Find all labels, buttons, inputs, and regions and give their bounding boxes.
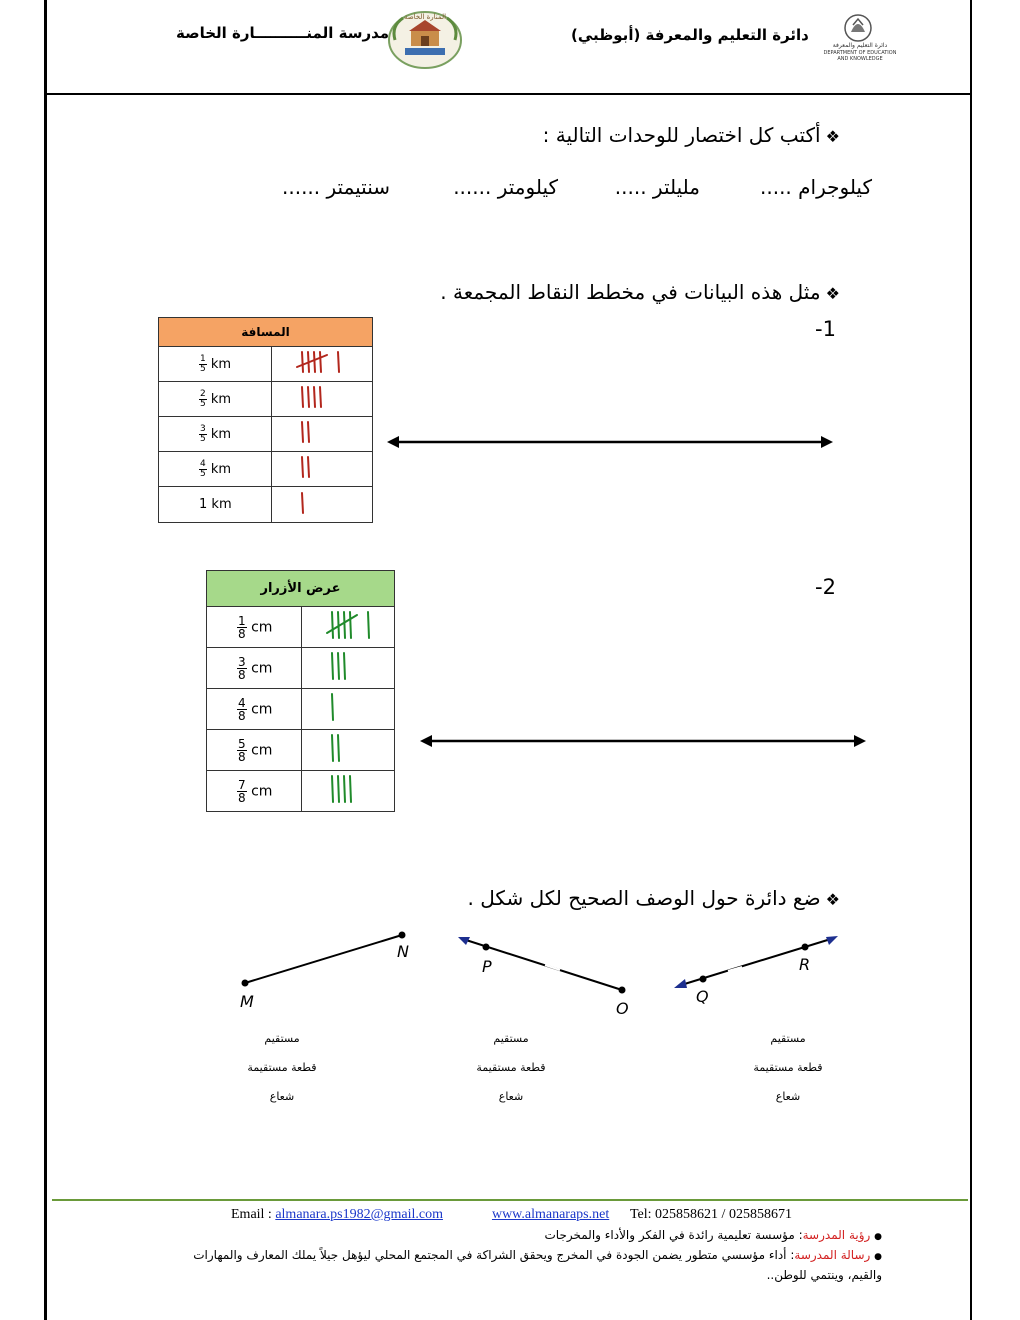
tally-stroke [344, 776, 345, 802]
unit-centimeter: سنتيمتر ...... [282, 175, 390, 199]
vision-label: رؤية المدرسة [802, 1228, 871, 1242]
diamond-bullet-icon: ❖ [825, 127, 840, 146]
tally-stroke [314, 352, 315, 372]
tally-stroke [308, 422, 309, 442]
table-row: $\frac{1}{8}$ cm [207, 607, 395, 648]
tally-marks [272, 347, 373, 382]
options-figure-mn [222, 1032, 342, 1119]
adek-logo [820, 12, 900, 64]
tally-stroke [350, 776, 351, 802]
figure-ray-po [450, 928, 650, 1018]
option-segment[interactable]: قطعة مستقيمة [753, 1061, 823, 1074]
point-label-q: Q [696, 987, 709, 1006]
option-ray[interactable]: شعاع [775, 1090, 801, 1103]
tally-stroke [332, 735, 333, 761]
website-link[interactable]: www.almanaraps.net [491, 1207, 610, 1222]
point-label-n: N [397, 942, 409, 961]
section3-question [468, 886, 840, 910]
section2-question [440, 280, 840, 304]
tally-marks [272, 452, 373, 487]
school-mission [193, 1248, 882, 1262]
unit-kilogram: كيلوجرام ..... [760, 175, 872, 199]
option-ray[interactable]: شعاع [269, 1090, 295, 1103]
section1-question-text: أكتب كل اختصار للوحدات التالية : [542, 123, 821, 147]
tally-stroke [332, 612, 333, 638]
department-title: دائرة التعليم والمعرفة (أبوظبي) [571, 26, 809, 44]
contact-line [231, 1207, 792, 1223]
mission-continued: والقيم، وينتمي للوطن.. [766, 1268, 882, 1282]
mission-label: رسالة المدرسة [794, 1248, 871, 1262]
point-label-p: P [482, 957, 492, 976]
option-line[interactable]: مستقيم [770, 1032, 806, 1045]
tally-stroke [344, 612, 345, 638]
mission-text: : أداء مؤسسي متطور يضمن الجودة في المخرج ويحقق الشراكة في المجتمع المحلي ليؤهل جيلاً يملك المعارف والمهارات [193, 1248, 795, 1262]
tally-marks [272, 487, 373, 523]
tally-marks [302, 730, 395, 771]
tally-stroke [302, 352, 303, 372]
section1-question [543, 123, 840, 147]
diamond-bullet-icon: ❖ [825, 890, 840, 909]
figure-line-qr [668, 928, 848, 1013]
tally-marks [302, 648, 395, 689]
tally-stroke [308, 387, 309, 407]
tally-stroke [338, 776, 339, 802]
option-ray[interactable]: شعاع [498, 1090, 524, 1103]
distance-tally-table [158, 317, 373, 523]
number-line-1 [385, 432, 835, 452]
tally-marks [272, 382, 373, 417]
tally-marks [302, 689, 395, 730]
tally-stroke [332, 694, 333, 720]
tally-stroke [338, 352, 339, 372]
telephone: Tel: 025858621 / 025858671 [629, 1207, 792, 1222]
tally-stroke [320, 352, 321, 372]
problem-1-number: -1 [815, 317, 836, 341]
options-figure-po [451, 1032, 571, 1119]
school-name: مدرسة المنــــــــــارة الخاصة [176, 24, 390, 42]
point-label-o: O [616, 999, 629, 1018]
table-row: $\frac{2}{5}$ km [159, 382, 373, 417]
page-border-left [44, 0, 47, 1320]
options-figure-qr [728, 1032, 848, 1119]
option-line[interactable]: مستقيم [264, 1032, 300, 1045]
bullet-icon: ● [874, 1232, 882, 1242]
adek-logo-english-1: DEPARTMENT OF EDUCATION [823, 50, 897, 56]
tally-stroke [368, 612, 369, 638]
table-row: $\frac{4}{8}$ cm [207, 689, 395, 730]
tally-stroke [338, 735, 339, 761]
tally-stroke [332, 776, 333, 802]
button-width-tally-table [206, 570, 395, 812]
email-link[interactable]: almanara.ps1982@gmail.com [275, 1207, 443, 1222]
adek-logo-arabic: دائرة التعليم والمعرفة [832, 42, 888, 49]
point-label-r: R [799, 955, 811, 974]
bullet-icon: ● [874, 1252, 882, 1262]
tally-stroke [332, 653, 333, 679]
tally-marks [302, 607, 395, 648]
footer-divider [52, 1199, 968, 1201]
table-header: عرض الأزرار [207, 571, 395, 607]
school-vision [544, 1228, 882, 1242]
problem-2-number: -2 [815, 575, 836, 599]
tally-stroke [308, 457, 309, 477]
table-row: 1 km [159, 487, 373, 523]
point-label-m: M [240, 992, 254, 1011]
school-logo-text: المنارة الخاصة [403, 13, 447, 21]
tally-marks [302, 771, 395, 812]
tally-marks [272, 417, 373, 452]
unit-milliliter: مليلتر ..... [614, 175, 700, 199]
table-row: $\frac{3}{8}$ cm [207, 648, 395, 689]
table-row: $\frac{5}{8}$ cm [207, 730, 395, 771]
tally-stroke [344, 653, 345, 679]
tally-stroke [302, 422, 303, 442]
table-row: $\frac{7}{8}$ cm [207, 771, 395, 812]
number-line-2 [418, 731, 868, 751]
figure-segment-mn [225, 925, 425, 1015]
option-line[interactable]: مستقيم [493, 1032, 529, 1045]
table-row: $\frac{4}{5}$ km [159, 452, 373, 487]
tally-stroke [338, 653, 339, 679]
table-row: $\frac{1}{5}$ km [159, 347, 373, 382]
vision-text: : مؤسسة تعليمية رائدة في الفكر والأداء والمخرجات [544, 1228, 803, 1242]
tally-stroke [314, 387, 315, 407]
diamond-bullet-icon: ❖ [825, 284, 840, 303]
adek-logo-english-2: AND KNOWLEDGE [837, 56, 883, 62]
table-header: المسافة [159, 318, 373, 347]
section3-question-text: ضع دائرة حول الوصف الصحيح لكل شكل . [467, 886, 821, 910]
tally-stroke [302, 493, 303, 513]
option-segment[interactable]: قطعة مستقيمة [247, 1061, 317, 1074]
tally-stroke [302, 387, 303, 407]
unit-kilometer: كيلومتر ...... [453, 175, 558, 199]
tally-stroke [302, 457, 303, 477]
table-row: $\frac{3}{5}$ km [159, 417, 373, 452]
tally-stroke [320, 387, 321, 407]
header-divider [44, 93, 972, 95]
tally-stroke [350, 612, 351, 638]
page-border-right [970, 0, 972, 1320]
option-segment[interactable]: قطعة مستقيمة [476, 1061, 546, 1074]
email-label: Email : [231, 1207, 272, 1222]
section2-question-text: مثل هذه البيانات في مخطط النقاط المجمعة . [440, 280, 821, 304]
school-logo [385, 10, 465, 72]
